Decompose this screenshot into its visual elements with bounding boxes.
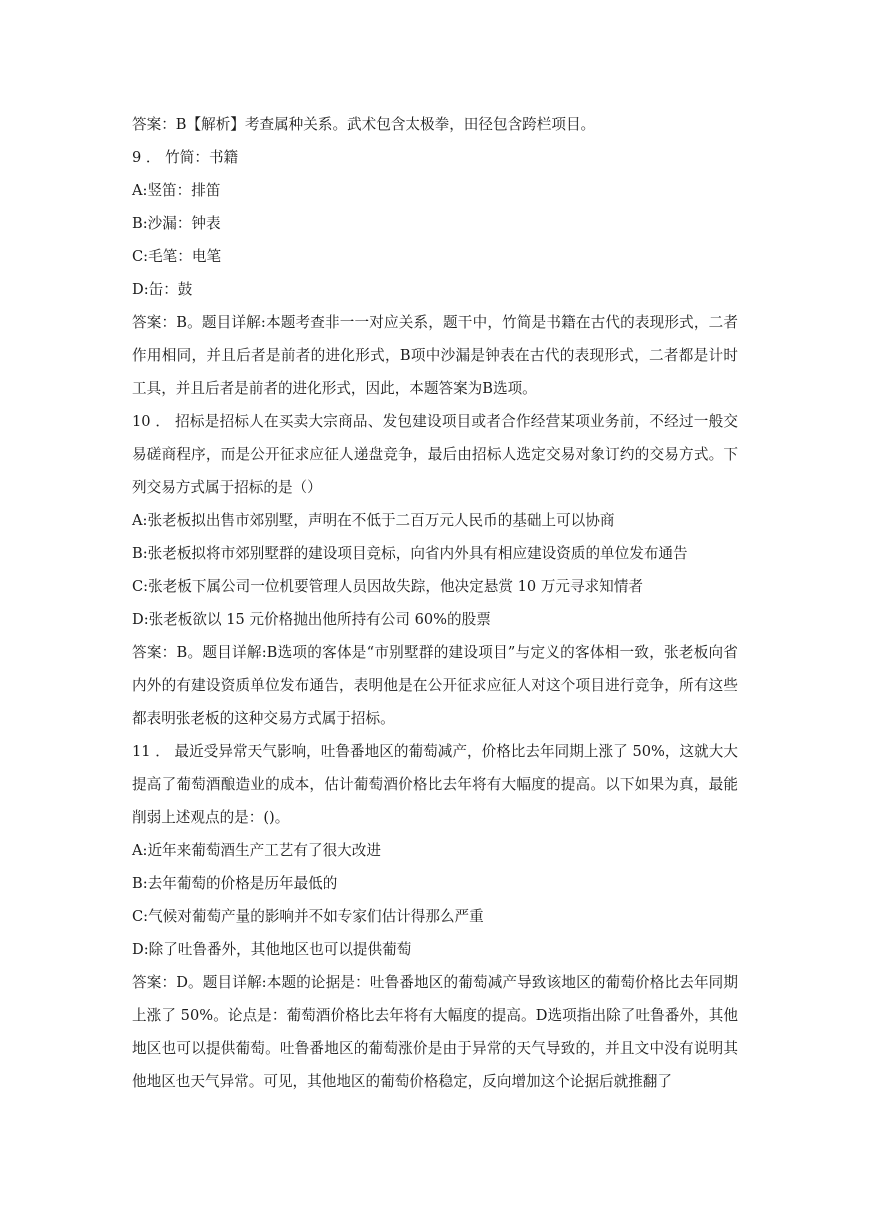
- option-10-b: B:张老板拟将市郊别墅群的建设项目竞标，向省内外具有相应建设资质的单位发布通告: [132, 545, 688, 562]
- answer-q8: 答案：B【解析】考查属种关系。武术包含太极拳，田径包含跨栏项目。: [132, 116, 596, 133]
- answer-q9: 答案：B。题目详解:本题考查非一一对应关系，题干中，竹简是书籍在古代的表现形式，二者作用相同，并且后者是前者的进化形式，B项中沙漏是钟表在古代的表现形式，二者都是计时工具，并且后者是前者的进化形式，因此，本题答案为B选项。: [132, 314, 738, 397]
- question-10: 10 ． 招标是招标人在买卖大宗商品、发包建设项目或者合作经营某项业务前，不经过一般交易磋商程序，而是公开征求应征人递盘竞争，最后由招标人选定交易对象订约的交易方式。下列交易方式属于招标的是（）: [132, 413, 738, 496]
- option-11-b: B:去年葡萄的价格是历年最低的: [132, 875, 338, 892]
- answer-q11: 答案：D。题目详解:本题的论据是：吐鲁番地区的葡萄减产导致该地区的葡萄价格比去年同期上涨了 50%。论点是：葡萄酒价格比去年将有大幅度的提高。D选项指出除了吐鲁番外，其他地区也可以提供葡萄。吐鲁番地区的葡萄涨价是由于异常的天气导致的，并且文中没有说明其他地区也天气异常。可见，其他地区的葡萄价格稳定，反向增加这个论据后就推翻了: [132, 974, 738, 1090]
- option-9-a: A:竖笛：排笛: [132, 182, 221, 199]
- option-11-d: D:除了吐鲁番外，其他地区也可以提供葡萄: [132, 941, 412, 958]
- document-body: [132, 108, 738, 1098]
- option-11-c: C:气候对葡萄产量的影响并不如专家们估计得那么严重: [132, 908, 484, 925]
- option-9-d: D:缶：鼓: [132, 281, 193, 298]
- question-11: 11 ． 最近受异常天气影响，吐鲁番地区的葡萄减产，价格比去年同期上涨了 50%，这就大大提高了葡萄酒酿造业的成本，估计葡萄酒价格比去年将有大幅度的提高。以下如果为真，最能削弱上述观点的是：()。: [132, 743, 738, 826]
- option-9-c: C:毛笔：电笔: [132, 248, 222, 265]
- option-10-c: C:张老板下属公司一位机要管理人员因故失踪，他决定悬赏 10 万元寻求知情者: [132, 578, 643, 595]
- option-10-d: D:张老板欲以 15 元价格抛出他所持有公司 60%的股票: [132, 611, 491, 628]
- option-9-b: B:沙漏：钟表: [132, 215, 221, 232]
- answer-q10: 答案：B。题目详解:B选项的客体是“市别墅群的建设项目”与定义的客体相一致，张老板向省内外的有建设资质单位发布通告，表明他是在公开征求应征人对这个项目进行竞争，所有这些都表明张老板的这种交易方式属于招标。: [132, 644, 738, 727]
- option-11-a: A:近年来葡萄酒生产工艺有了很大改进: [132, 842, 381, 859]
- question-9: 9 ． 竹简：书籍: [132, 149, 239, 166]
- option-10-a: A:张老板拟出售市郊别墅，声明在不低于二百万元人民币的基础上可以协商: [132, 512, 615, 529]
